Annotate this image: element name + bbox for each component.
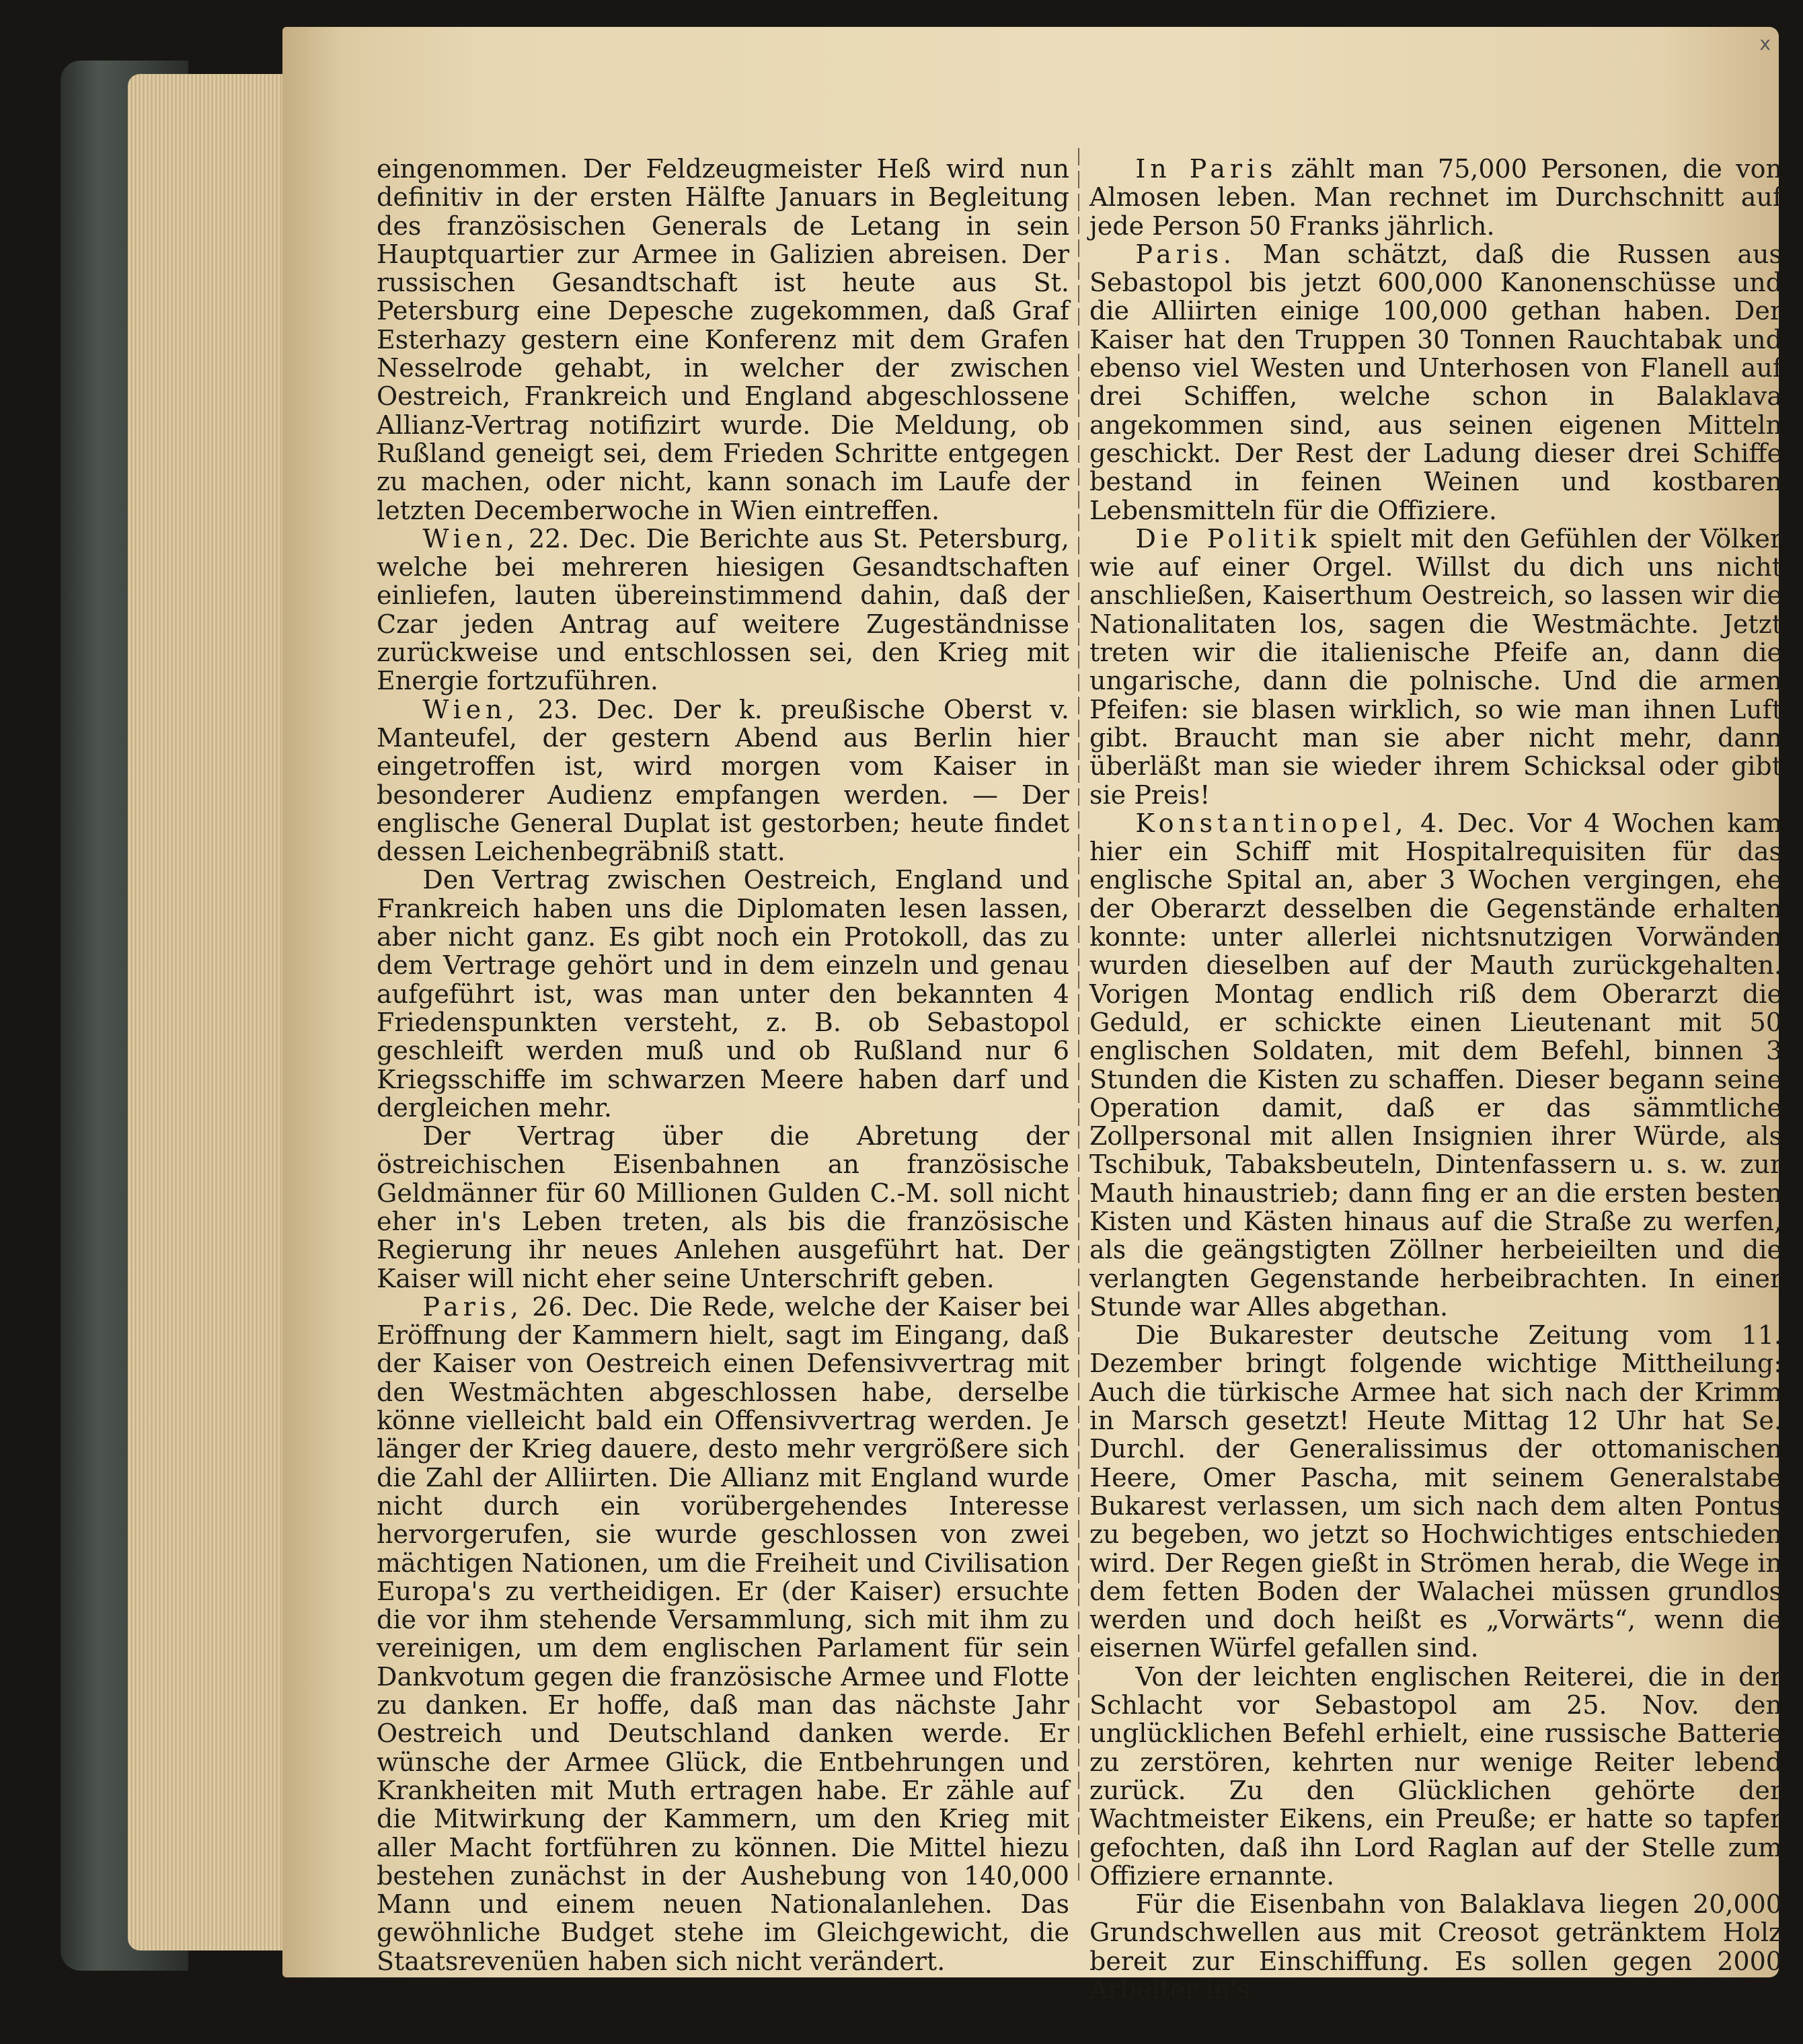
- paragraph: Von der leichten englischen Reiterei, die in der Schlacht vor Sebastopol am 25. Nov. den unglücklichen Befehl erhielt, eine russische Batterie zu zerstören, kehrten nur wenige Reiter lebend zurück. Zu den Glücklichen gehörte der Wachtmeister Eikens, ein Preuße; er hatte so tapfer gefochten, daß ihn Lord Raglan auf der Stelle zum Offiziere ernannte.: [1089, 1661, 1782, 1891]
- paragraph: Wien, 23. Dec. Der k. preußische Oberst v. Manteufel, der gestern Abend aus Berlin hier eingetroffen ist, wird morgen vom Kaiser in besonderer Audienz empfangen werden. — Der englische General Duplat ist gestorben; heute findet dessen Leichenbegräbniß statt.: [377, 694, 1069, 867]
- corner-mark: x: [1759, 32, 1771, 54]
- dateline: Konstantinopel,: [1135, 808, 1408, 838]
- page: [282, 27, 1782, 2004]
- paragraph: Konstantinopel, 4. Dec. Vor 4 Wochen kam hier ein Schiff mit Hospitalrequisiten für das englische Spital an, aber 3 Wochen vergingen, ehe der Oberarzt desselben die Gegenstände erhalten konnte: unter allerlei nichtsnutzigen Vorwänden wurden dieselben auf der Mauth zurückgehalten. Vorigen Montag endlich riß dem Oberarzt die Geduld, er schickte einen Lieutenant mit 50 englischen Soldaten, mit dem Befehl, binnen 3 Stunden die Kisten zu schaffen. Dieser begann seine Operation damit, daß er das sämmtliche Zollpersonal mit allen Insignien ihrer Würde, als Tschibuk, Tabaksbeuteln, Dintenfassern u. s. w. zur Mauth hinaustrieb; dann fing er an die ersten besten Kisten und Kästen hinaus auf die Straße zu werfen, als die geängstigten Zöllner herbeieilten und die verlangten Gegenstande herbeibrachten. In einer Stunde war Alles abgethan.: [1089, 808, 1782, 1322]
- paragraph: Die Politik spielt mit den Gefühlen der Völker wie auf einer Orgel. Willst du dich uns nicht anschließen, Kaiserthum Oestreich, so lassen wir die Nationalitaten los, sagen die Westmächte. Jetzt treten wir die italienische Pfeife an, dann die ungarische, dann die polnische. Und die armen Pfeifen: sie blasen wirklich, so wie man ihnen Luft gibt. Braucht man sie aber nicht mehr, dann überläßt man sie wieder ihrem Schicksal oder gibt sie Preis!: [1089, 523, 1782, 810]
- dateline: Wien,: [422, 523, 520, 554]
- dateline: Die Politik: [1135, 523, 1321, 554]
- paragraph: Wien, 22. Dec. Die Berichte aus St. Petersburg, welche bei mehreren hiesigen Gesandtschaften einliefen, lauten übereinstimmend dahin, daß der Czar jeden Antrag auf weitere Zugeständnisse zurückweise und entschlossen sei, den Krieg mit Energie fortzuführen.: [377, 523, 1069, 696]
- paragraph: eingenommen. Der Feldzeugmeister Heß wird nun definitiv in der ersten Hälfte Januars in Begleitung des französischen Generals de Letang in sein Hauptquartier zur Armee in Galizien abreisen. Der russischen Gesandtschaft ist heute aus St. Petersburg eine Depesche zugekommen, daß Graf Esterhazy gestern eine Konferenz mit dem Grafen Nesselrode gehabt, in welcher der zwischen Oestreich, Frankreich und England abgeschlossene Allianz-Vertrag notifizirt wurde. Die Meldung, ob Rußland geneigt sei, dem Frieden Schritte entgegen zu machen, oder nicht, kann sonach im Laufe der letzten Decemberwoche in Wien eintreffen.: [377, 154, 1069, 525]
- paragraph: Paris. Man schätzt, daß die Russen aus Sebastopol bis jetzt 600,000 Kanonenschüsse und die Alliirten einige 100,000 gethan haben. Der Kaiser hat den Truppen 30 Tonnen Rauchtabak und ebenso viel Westen und Unterhosen von Flanell auf drei Schiffen, welche schon in Balaklava angekommen sind, aus seinen eigenen Mitteln geschickt. Der Rest der Ladung dieser drei Schiffe bestand in feinen Weinen und kostbaren Lebensmitteln für die Offiziere.: [1089, 239, 1782, 525]
- paragraph: Für die Eisenbahn von Balaklava liegen 20,000 Grundschwellen aus mit Creosot getränktem Holz bereit zur Einschiffung. Es sollen gegen 2000 Arbeiter in's: [1089, 1889, 1782, 2004]
- left-column: [377, 155, 1069, 1975]
- paragraph: Paris, 26. Dec. Die Rede, welche der Kaiser bei Eröffnung der Kammern hielt, sagt im Eingang, daß der Kaiser von Oestreich einen Defensivvertrag mit den Westmächten abgeschlossen habe, derselbe könne vielleicht bald ein Offensivvertrag werden. Je länger der Krieg dauere, desto mehr vergrößere sich die Zahl der Alliirten. Die Allianz mit England wurde nicht durch ein vorübergehendes Interesse hervorgerufen, sie wurde geschlossen von zwei mächtigen Nationen, um die Freiheit und Civilisation Europa's zu vertheidigen. Er (der Kaiser) ersuchte die vor ihm stehende Versammlung, sich mit ihm zu vereinigen, um dem englischen Parlament für sein Dankvotum gegen die französische Armee und Flotte zu danken. Er hoffe, daß man das nächste Jahr Oestreich und Deutschland danken werde. Er wünsche der Armee Glück, die Entbehrungen und Krankheiten mit Muth ertragen habe. Er zähle auf die Mitwirkung der Kammern, um den Krieg mit aller Macht fortführen zu können. Die Mittel hiezu bestehen zunächst in der Aushebung von 140,000 Mann und einem neuen Nationalanlehen. Das gewöhnliche Budget stehe im Gleichgewicht, die Staatsrevenüen haben sich nicht verändert.: [377, 1291, 1069, 1976]
- paragraph: In Paris zählt man 75,000 Personen, die von Almosen leben. Man rechnet im Durchschnitt auf jede Person 50 Franks jährlich.: [1089, 154, 1782, 241]
- paragraph: Die Bukarester deutsche Zeitung vom 11. Dezember bringt folgende wichtige Mittheilung: Auch die türkische Armee hat sich nach der Krimm in Marsch gesetzt! Heute Mittag 12 Uhr hat Se. Durchl. der Generalissimus der ottomanischen Heere, Omer Pascha, mit seinem Generalstabe Bukarest verlassen, um sich nach dem alten Pontus zu begeben, wo jetzt so Hochwichtiges entschieden wird. Der Regen gießt in Strömen herab, die Wege in dem fetten Boden der Walachei müssen grundlos werden und doch heißt es „Vorwärts“, wenn die eisernen Würfel gefallen sind.: [1089, 1320, 1782, 1663]
- right-column: [1089, 155, 1782, 2004]
- dateline: Wien,: [422, 694, 520, 724]
- paragraph: Der Vertrag über die Abretung der östreichischen Eisenbahnen an französische Geldmänner für 60 Millionen Gulden C.-M. soll nicht eher in's Leben treten, als bis die französische Regierung ihr neues Anlehen ausgeführt hat. Der Kaiser will nicht eher seine Unterschrift geben.: [377, 1121, 1069, 1293]
- dateline: In Paris: [1135, 154, 1278, 184]
- dateline: Paris,: [422, 1291, 523, 1322]
- paragraph: Den Vertrag zwischen Oestreich, England und Frankreich haben uns die Diplomaten lesen lassen, aber nicht ganz. Es gibt noch ein Protokoll, das zu dem Vertrage gehört und in dem einzeln und genau aufgeführt ist, was man unter den bekannten 4 Friedenspunkten versteht, z. B. ob Sebastopol geschleift werden muß und ob Rußland nur 6 Kriegsschiffe im schwarzen Meere haben darf und dergleichen mehr.: [377, 865, 1069, 1123]
- column-divider: [1078, 148, 1079, 1883]
- dateline: Paris.: [1135, 239, 1236, 269]
- page-edges: [128, 74, 296, 1951]
